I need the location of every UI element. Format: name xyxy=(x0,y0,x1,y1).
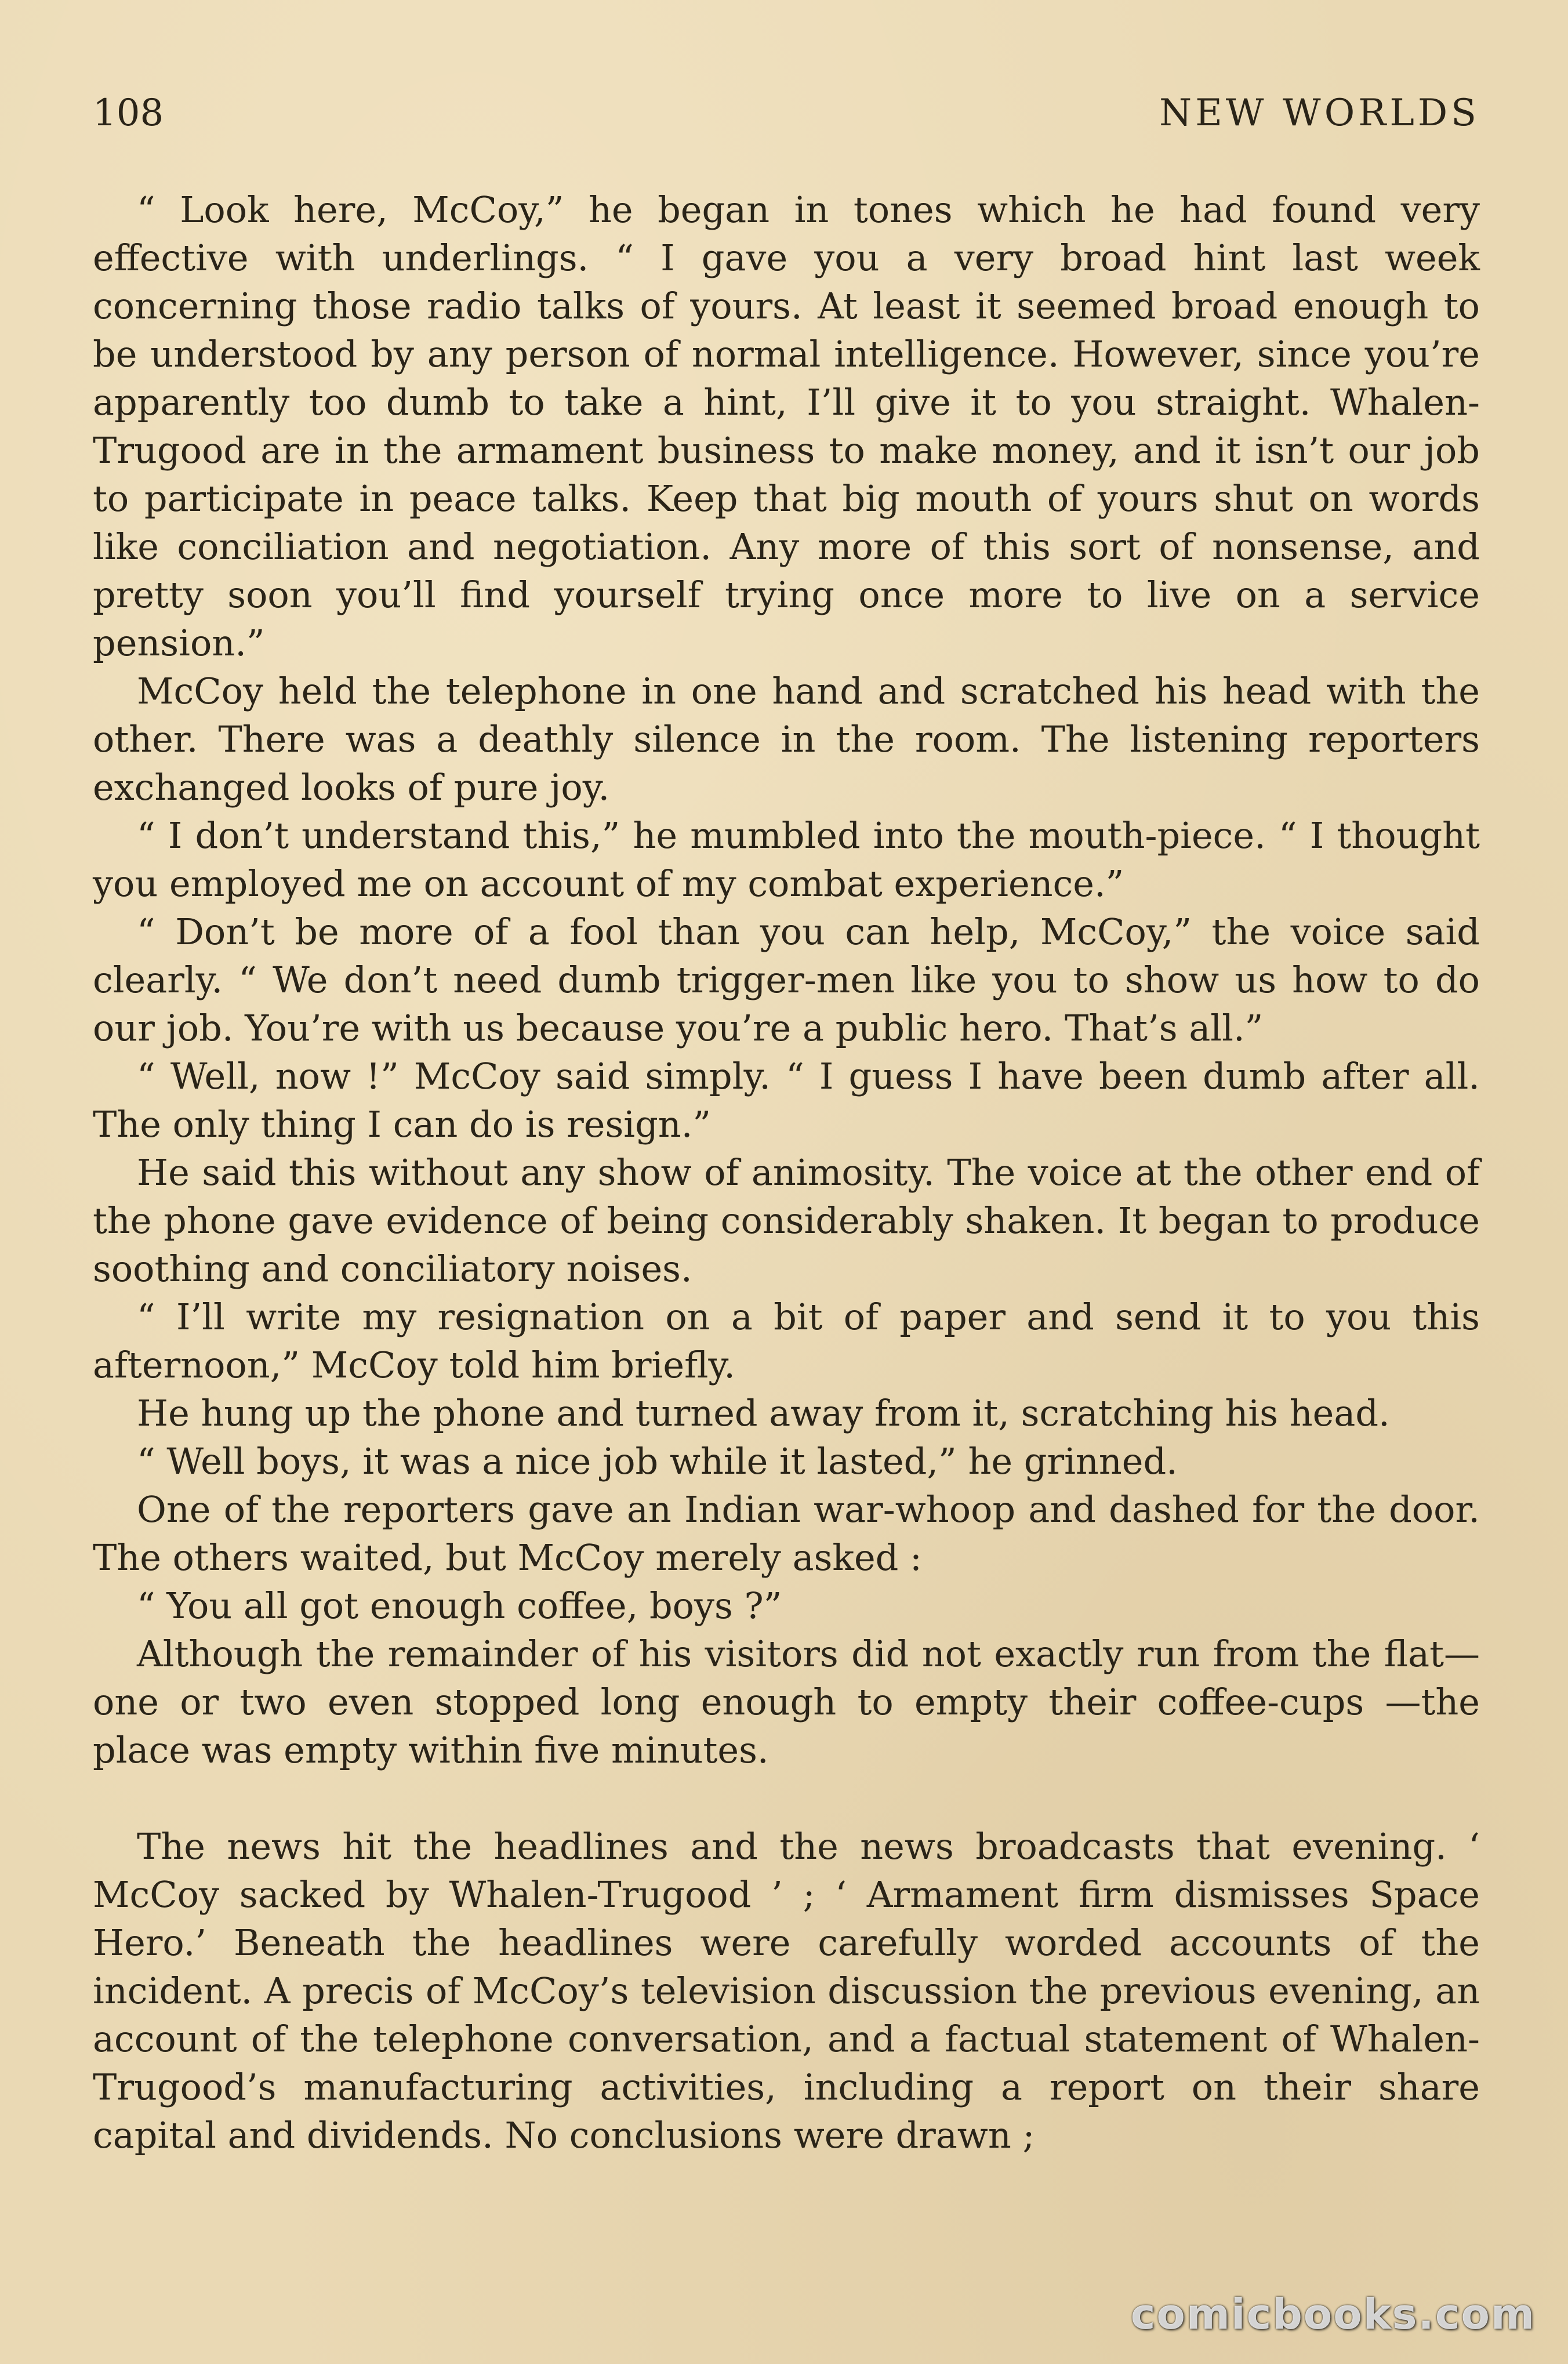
paragraph: McCoy held the telephone in one hand and scratched his head with the other. There was a deathly silence in the room. The listening reporters exchanged looks of pure joy. xyxy=(93,670,1480,808)
running-title: NEW WORLDS xyxy=(1159,92,1480,135)
paragraph: He hung up the phone and turned away from it, scratching his head. xyxy=(137,1392,1390,1434)
paragraph: He said this without any show of animosity. The voice at the other end of the phone gave evidence of being considerably shaken. It began to produce soothing and conciliatory noises. xyxy=(93,1151,1480,1290)
section-break xyxy=(93,1774,1480,1822)
paragraph: “ Don’t be more of a fool than you can help, McCoy,” the voice said clearly. “ We don’t need dumb trigger-men like you to show us how to do our job. You’re with us because you’re a public hero. That’s all.” xyxy=(93,911,1480,1049)
paragraph: “ Well, now !” McCoy said simply. “ I guess I have been dumb after all. The only thing I can do is resign.” xyxy=(93,1055,1480,1145)
paragraph: One of the reporters gave an Indian war-whoop and dashed for the door. The others waited, but McCoy merely asked : xyxy=(93,1488,1480,1579)
paragraph: “ Well boys, it was a nice job while it lasted,” he grinned. xyxy=(137,1440,1178,1482)
watermark: comicbooks.com xyxy=(1130,2290,1536,2338)
running-head xyxy=(93,87,1480,139)
paragraph: Although the remainder of his visitors did not exactly run from the flat—one or two even stopped long enough to empty their coffee-cups —the place was empty within five minutes. xyxy=(93,1633,1480,1771)
paragraph: “ You all got enough coffee, boys ?” xyxy=(137,1585,782,1627)
paragraph: “ I’ll write my resignation on a bit of paper and send it to you this afternoon,” McCoy told him briefly. xyxy=(93,1296,1480,1386)
paragraph: “ Look here, McCoy,” he began in tones which he had found very effective with underlings. “ I gave you a very broad hint last week concerning those radio talks of yours. At least it seemed broad enough to be understood by any person of normal intelligence. However, since you’re apparently too dumb to take a hint, I’ll give it to you straight. Whalen-Trugood are in the armament business to make money, and it isn’t our job to participate in peace talks. Keep that big mouth of yours shut on words like conciliation and negotiation. Any more of this sort of nonsense, and pretty soon you’ll find yourself trying once more to live on a service pension.” xyxy=(93,188,1480,664)
body-text xyxy=(93,186,1480,2159)
paragraph: The news hit the headlines and the news broadcasts that evening. ‘ McCoy sacked by Whalen-Trugood ’ ; ‘ Armament firm dismisses Space Hero.’ Beneath the headlines were carefully worded accounts of the incident. A precis of McCoy’s television discussion the previous evening, an account of the telephone conversation, and a factual statement of Whalen-Trugood’s manufacturing activities, including a report on their share capital and dividends. No conclusions were drawn ; xyxy=(93,1825,1480,2156)
page-number: 108 xyxy=(93,92,164,135)
paragraph: “ I don’t understand this,” he mumbled into the mouth-piece. “ I thought you employed me on account of my combat experience.” xyxy=(93,814,1480,905)
